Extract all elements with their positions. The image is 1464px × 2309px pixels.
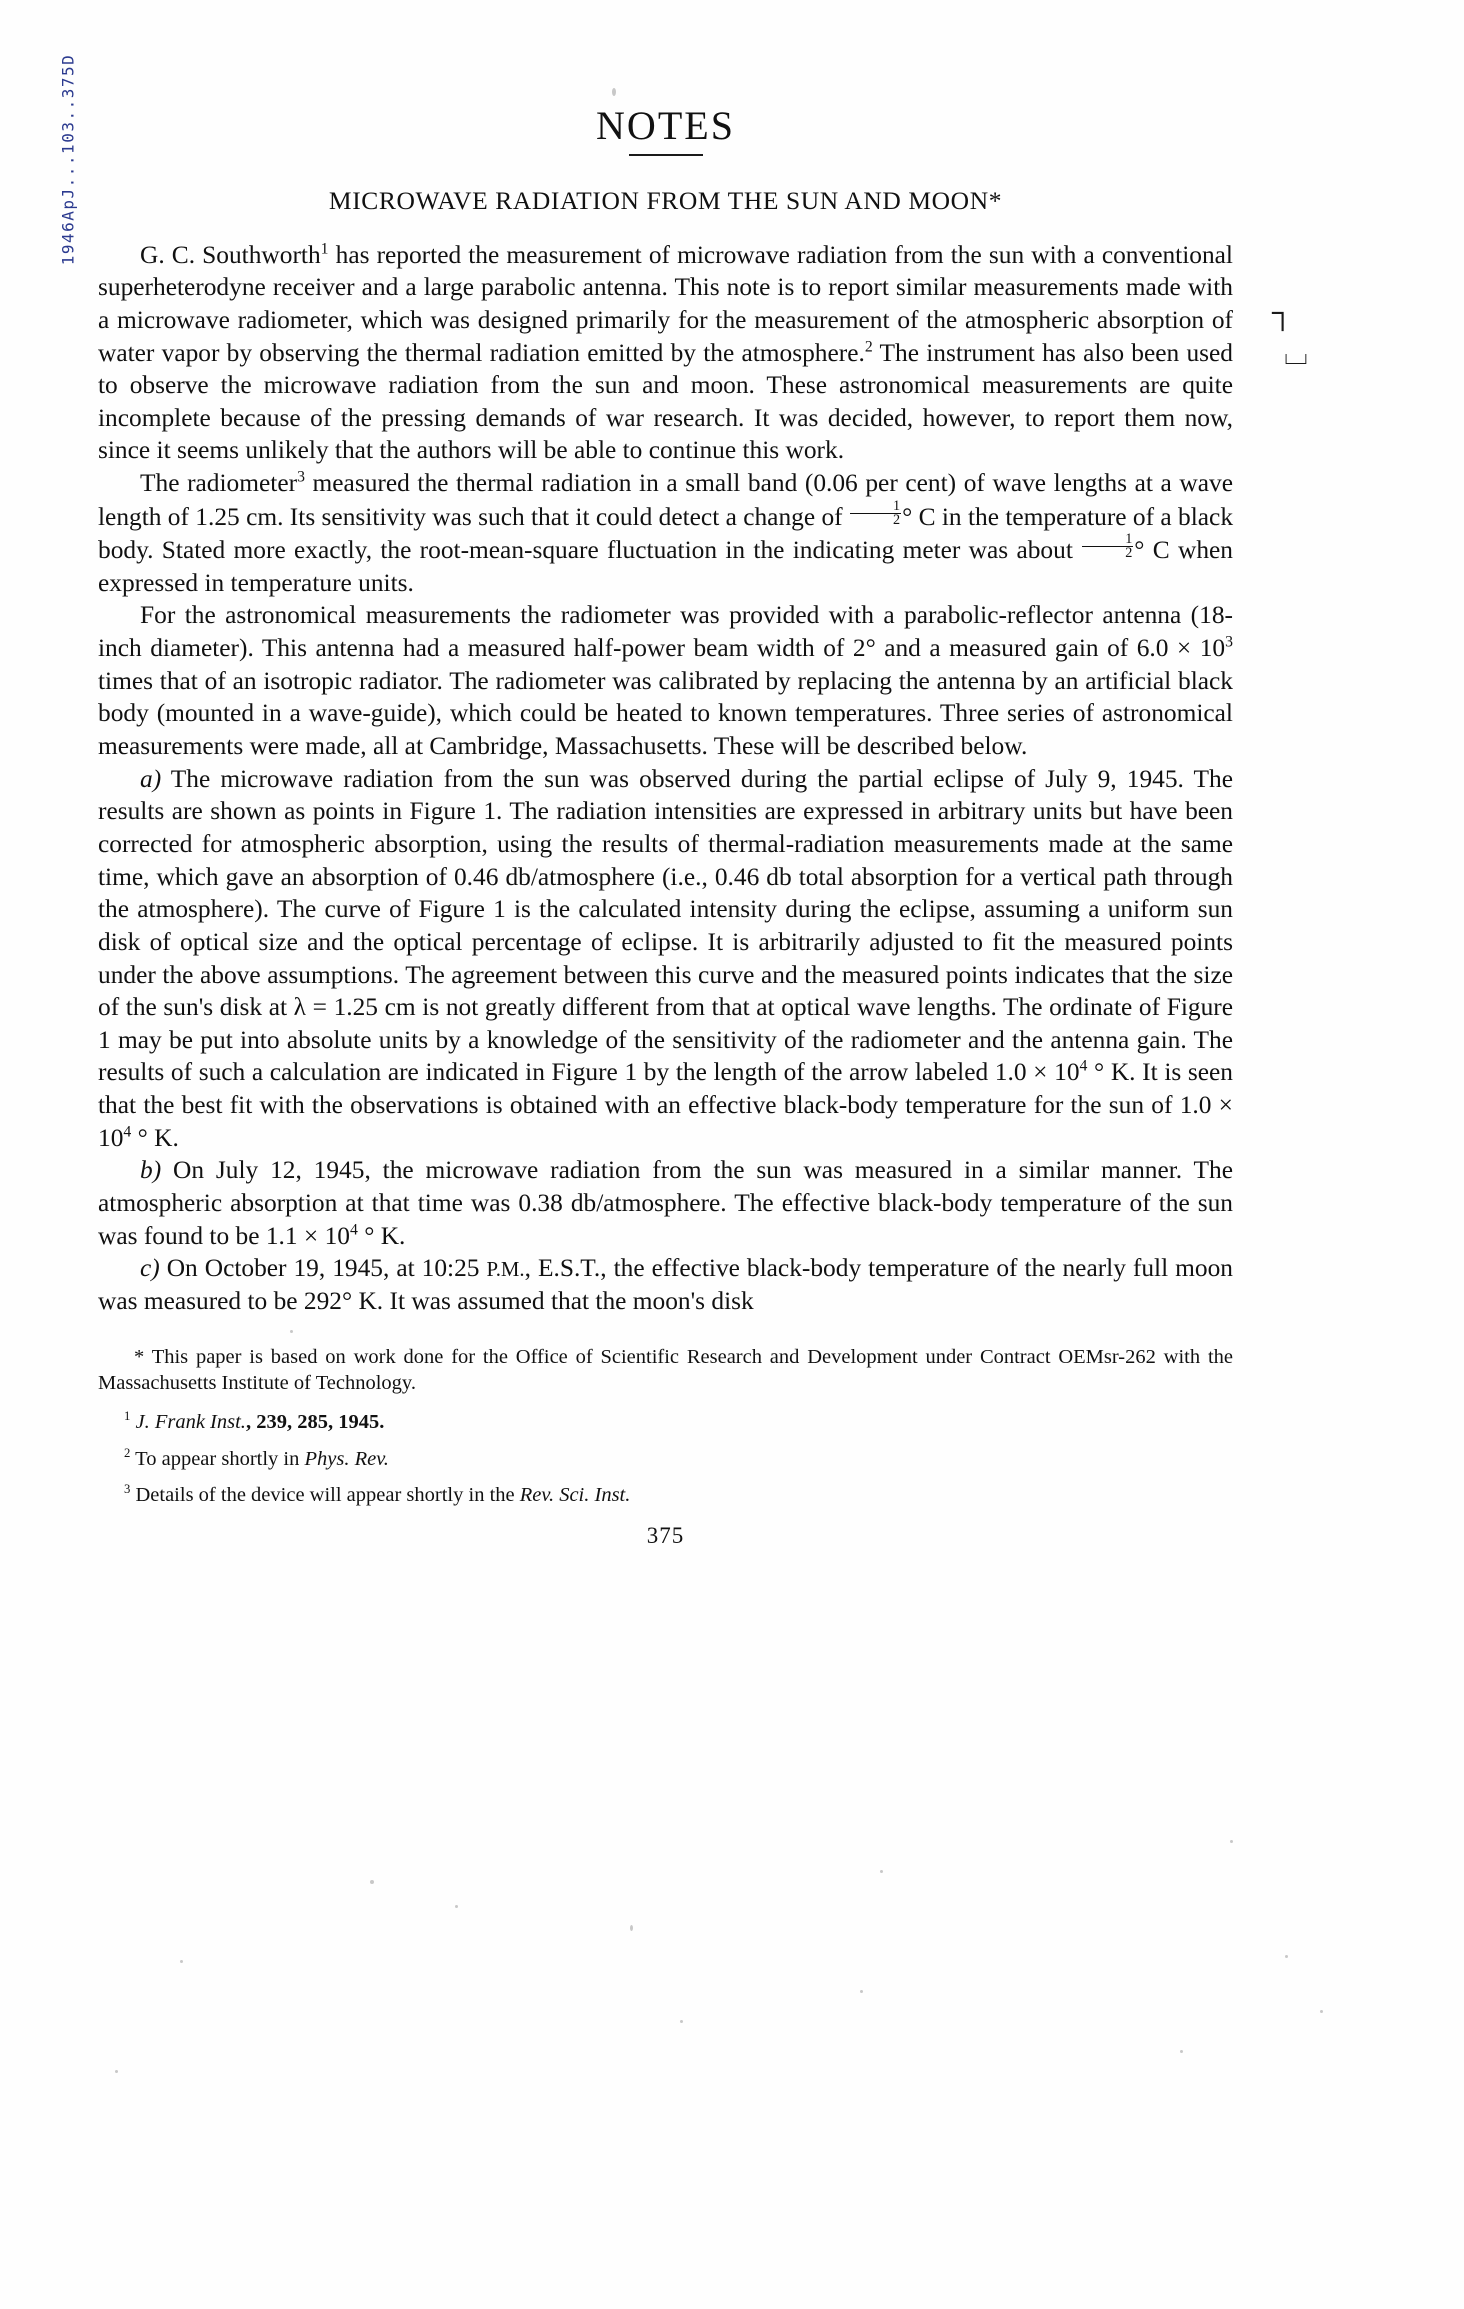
footnote-marker: * xyxy=(134,1345,145,1368)
footnote-2 xyxy=(98,1446,1233,1473)
fraction-denominator: 2 xyxy=(892,511,901,528)
page-title: NOTES xyxy=(596,103,735,148)
exponent-3: 3 xyxy=(1225,633,1233,651)
p6-text-b: , E.S.T., the effective black-body temperature of the nearly full moon was measured to be 292° K. It was assumed that the moon's disk xyxy=(98,1254,1233,1315)
footnote-text: Details of the device will appear shortly in the xyxy=(135,1484,520,1507)
page-number: 375 xyxy=(646,1522,685,1548)
scan-speck xyxy=(455,1905,458,1908)
footnote-text: To appear shortly in xyxy=(135,1447,305,1470)
p3-text-a: For the astronomical measurements the radiometer was provided with a parabolic-reflector antenna (18-inch diameter). This antenna had a measured half-power beam width of 2° and a measured gain of 6.0 × 10 xyxy=(98,601,1233,663)
p2-text-b: measured the thermal radiation in a small band (0.06 per cent) of wave lengths at a wave length of 1.25 cm. Its sensitivity was such that it could detect a change of xyxy=(98,469,1233,531)
footnote-journal: Rev. Sci. Inst. xyxy=(519,1484,631,1507)
exponent-4a: 4 xyxy=(1079,1057,1088,1075)
p4-text-a: The microwave radiation from the sun was observed during the partial eclipse of July 9, 1945. The results are shown as points in Figure 1. The radiation intensities are expressed in arbitrary units but have been corrected for atmospheric absorption, using the results of thermal-radiation measurements made at the same time, which gave an absorption of 0.46 db/atmosphere (i.e., 0.46 db total absorption for a vertical path through the atmosphere). The curve of Figure 1 is the calculated intensity during the eclipse, assuming a uniform sun disk of optical size and the optical percentage of eclipse. It is arbitrarily adjusted to fit the measured points under the above assumptions. The agreement between this curve and the measured points indicates that the size of the sun's disk at λ = 1.25 cm is not greatly different from that at optical wave lengths. The ordinate of Figure 1 may be put into absolute units by a knowledge of the sensitivity of the radiometer and the antenna gain. The results of such a calculation are indicated in Figure 1 by the length of the arrow labeled 1.0 × 10 xyxy=(98,764,1233,1087)
footnote-marker: 3 xyxy=(124,1482,131,1497)
paragraph-series-b xyxy=(98,1154,1233,1252)
p2-text-c: ° C in the temperature of a black body. Stated more exactly, the root-mean-square fluctuation in the indicating meter was about xyxy=(98,502,1234,565)
scan-speck xyxy=(1320,2010,1323,2013)
fraction-numerator: 1 xyxy=(850,500,901,514)
footnote-block xyxy=(98,1344,1233,1509)
footnote-citation: , 239, 285, 1945. xyxy=(245,1410,385,1433)
footnote-marker: 2 xyxy=(124,1445,131,1460)
p2-text-d: ° C when expressed in temperature units. xyxy=(98,536,1233,597)
series-label-a: a) xyxy=(140,764,162,793)
fraction-one-half-2 xyxy=(1082,533,1133,560)
paragraph-series-a xyxy=(98,763,1233,1155)
p5-text-b: ° K. xyxy=(357,1221,406,1250)
footnote-asterisk xyxy=(98,1344,1233,1397)
p1-text-c: The instrument has also been used to observe the microwave radiation from the sun and moon. These astronomical measurements are quite incomplete because of the pressing demands of war research. It was decided, however, to report them now, since it seems unlikely that the authors will be able to continue this work. xyxy=(98,338,1233,465)
p4-text-c: ° K. xyxy=(131,1123,179,1152)
p3-text-b: times that of an isotropic radiator. The radiometer was calibrated by replacing the antenna by an artificial black body (mounted in a wave-guide), which could be heated to known temperatures. Three series of astronomical measurements were made, all at Cambridge, Massachusetts. These will be described below. xyxy=(98,666,1233,761)
paragraph-antenna xyxy=(98,599,1233,762)
scan-speck xyxy=(370,1880,374,1884)
scan-speck xyxy=(880,1870,883,1873)
footnote-ref-1: 1 xyxy=(320,239,329,257)
scan-speck xyxy=(612,88,616,96)
scan-artifact-bracket-bottom: ⌴ xyxy=(1284,338,1308,371)
footnote-journal: Phys. Rev. xyxy=(304,1447,389,1470)
footnote-1 xyxy=(98,1409,1233,1436)
scan-speck xyxy=(115,2070,118,2073)
p4-text-b: ° K. It is seen that the best fit with the observations is obtained with an effective black-body temperature for the sun of 1.0 × 10 xyxy=(98,1058,1234,1152)
footnote-ref-2: 2 xyxy=(864,337,873,355)
p6-text-a: On October 19, 1945, at 10:25 xyxy=(159,1254,487,1283)
series-label-c: c) xyxy=(140,1254,160,1283)
p5-text-a: On July 12, 1945, the microwave radiation from the sun was measured in a similar manner. The atmospheric absorption at that time was 0.38 db/atmosphere. The effective black-body temperature of the sun was found to be 1.1 × 10 xyxy=(98,1156,1233,1250)
scan-speck xyxy=(1285,1955,1288,1958)
fraction-numerator: 1 xyxy=(1082,533,1133,547)
p1-text-a: G. C. Southworth xyxy=(140,240,321,269)
scan-speck xyxy=(1180,2050,1183,2053)
series-label-b: b) xyxy=(140,1156,162,1185)
scan-speck xyxy=(860,1990,863,1993)
bibcode-stamp: 1946ApJ...103..375D xyxy=(58,53,78,266)
footnote-journal: J. Frank Inst. xyxy=(135,1410,246,1433)
scan-speck xyxy=(1230,1840,1233,1843)
p1-text-b: has reported the measurement of microwave radiation from the sun with a conventional superheterodyne receiver and a large parabolic antenna. This note is to report similar measurements made with a microwave radiometer, which was designed primarily for the measurement of the atmospheric absorption of water vapor by observing the thermal radiation emitted by the atmosphere. xyxy=(98,240,1233,367)
smallcaps-pm: P.M. xyxy=(486,1257,525,1282)
scan-speck xyxy=(180,1960,183,1963)
footnote-text: This paper is based on work done for the Office of Scientific Research and Development under Contract OEMsr-262 with the Massachusetts Institute of Technology. xyxy=(98,1345,1233,1395)
footnote-marker: 1 xyxy=(124,1408,131,1423)
text-column xyxy=(98,104,1233,1549)
scan-speck xyxy=(680,2020,683,2023)
fraction-denominator: 2 xyxy=(1125,545,1133,562)
paragraph-radiometer xyxy=(98,467,1233,599)
exponent-5: 4 xyxy=(349,1220,358,1238)
fraction-one-half xyxy=(850,497,901,528)
paragraph-series-c xyxy=(98,1252,1233,1317)
footnote-3 xyxy=(98,1482,1233,1509)
paragraph-intro xyxy=(98,239,1233,467)
p2-text-a: The radiometer xyxy=(140,469,298,498)
scan-speck xyxy=(630,1925,633,1931)
title-rule xyxy=(629,154,703,156)
scan-artifact-bracket-top: ┐ xyxy=(1272,296,1294,329)
article-title: MICROWAVE RADIATION FROM THE SUN AND MOON* xyxy=(328,186,1003,215)
footnote-ref-3: 3 xyxy=(297,468,305,486)
exponent-4b: 4 xyxy=(123,1122,132,1140)
